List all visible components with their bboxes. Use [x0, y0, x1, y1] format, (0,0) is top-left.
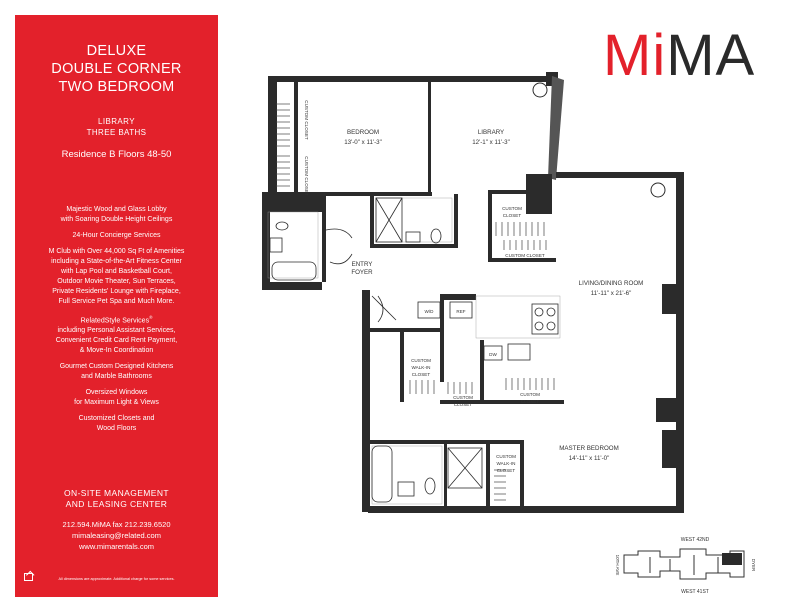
toilet	[276, 222, 288, 230]
toilet	[431, 229, 441, 243]
partition	[440, 294, 444, 382]
closet-label: CUSTOM	[496, 454, 516, 459]
wall	[430, 76, 552, 82]
partition	[480, 340, 484, 402]
feature-line: Convenient Credit Card Rent Payment,	[55, 337, 178, 345]
closet-labels	[304, 100, 545, 473]
partition	[400, 328, 404, 402]
partition	[488, 190, 492, 262]
title-line: DOUBLE CORNER	[51, 61, 182, 77]
column	[656, 398, 676, 422]
closet-label: CUSTOM	[453, 395, 473, 400]
column-round	[651, 183, 665, 197]
room-name-living: LIVING/DINING ROOM	[578, 280, 644, 287]
wall	[676, 290, 684, 430]
glass-wall	[548, 76, 564, 180]
sink	[406, 232, 420, 242]
feature-line: & Move-In Coordination	[79, 347, 154, 355]
room-labels	[344, 129, 643, 462]
partition	[294, 82, 298, 192]
closet-label: WALK-IN	[496, 461, 516, 466]
cooktop	[532, 304, 558, 334]
partition	[322, 192, 326, 282]
subtitle-line: LIBRARY	[98, 117, 135, 126]
feature-line: Majestic Wood and Glass Lobby	[66, 206, 167, 213]
partition	[486, 444, 490, 510]
bath-tile-area	[372, 446, 442, 504]
entry-label: FOYER	[351, 269, 373, 276]
toilet	[425, 478, 435, 494]
room-name-bedroom: BEDROOM	[347, 129, 379, 136]
entry-label: ENTRY	[351, 261, 373, 268]
sink	[270, 238, 282, 252]
key-map	[610, 533, 760, 597]
street-west: 10TH AVE	[615, 554, 620, 576]
door	[372, 296, 396, 320]
closet-label: CUSTOM CLOSET	[304, 156, 309, 196]
appliance-label: REF	[456, 309, 466, 314]
unit-highlight	[722, 553, 742, 565]
room-dims-bedroom: 13'-0" x 11'-3"	[344, 139, 382, 146]
title-line: TWO BEDROOM	[58, 79, 175, 95]
kitchen-sink	[508, 344, 530, 360]
street-south: WEST 41ST	[681, 589, 709, 595]
street-east: DYER	[751, 558, 756, 572]
room-dims-living: 11'-11" x 21'-6"	[590, 290, 632, 297]
leasing-line: ON-SITE MANAGEMENT	[64, 488, 169, 498]
bath-tile-area	[268, 212, 318, 278]
phone-number: 212.594.MiMA fax 212.239.6520	[62, 520, 171, 529]
room-dims-library: 12'-1" x 11'-3"	[472, 139, 510, 146]
room-dims-master: 14'-11" x 11'-0"	[568, 455, 610, 462]
footnote: All dimensions are approximate. Additional charge for some services.	[58, 577, 175, 581]
partition	[488, 190, 526, 194]
wall	[676, 460, 684, 512]
wall	[268, 76, 277, 194]
logo-part-mi: Mi	[603, 23, 667, 88]
website-link[interactable]: www.mimarentals.com	[78, 542, 154, 551]
registered-mark: ®	[149, 315, 153, 320]
email-link[interactable]: mimaleasing@related.com	[72, 531, 161, 540]
leasing-line: AND LEASING CENTER	[65, 499, 168, 509]
residence-floors: Residence B Floors 48-50	[61, 149, 172, 160]
closet-label: WALK-IN	[411, 365, 431, 370]
feature-line: M Club with Over 44,000 Sq Ft of Amenities	[48, 248, 185, 255]
column-round	[533, 83, 547, 97]
column	[662, 284, 678, 314]
feature-line: RelatedStyle Services	[80, 317, 150, 325]
feature-line: and Marble Bathrooms	[81, 373, 152, 381]
partition	[322, 192, 432, 196]
partition	[488, 258, 556, 262]
feature-line: including a State-of-the-Art Fitness Center	[51, 258, 182, 265]
door-swing	[378, 296, 383, 322]
wall	[676, 172, 684, 292]
kitchen-tile-area	[476, 296, 560, 338]
closet-label: CLOSET	[411, 372, 431, 377]
closet-label: CUSTOM	[411, 358, 431, 363]
feature-line: with Lap Pool and Basketball Court,	[61, 268, 172, 275]
partition	[454, 194, 458, 246]
partition	[444, 444, 447, 510]
closet-label: CUSTOM	[520, 392, 540, 397]
closet-label: CUSTOM	[502, 206, 522, 211]
feature-line: Gourmet Custom Designed Kitchens	[59, 363, 174, 371]
partition	[370, 192, 374, 246]
partition	[428, 82, 431, 194]
wall-block	[262, 192, 324, 212]
feature-line: Full Service Pet Spa and Much More.	[58, 298, 175, 305]
feature-line: Oversized Windows	[85, 389, 148, 397]
title-line: DELUXE	[86, 43, 147, 59]
street-north: WEST 42ND	[680, 537, 710, 543]
feature-line: Private Residents' Lounge with Fireplace,	[52, 288, 181, 295]
feature-line: Outdoor Movie Theater, Sun Terraces,	[57, 278, 176, 285]
feature-line: including Personal Assistant Services,	[57, 327, 176, 335]
wall	[368, 506, 684, 513]
wall	[556, 172, 682, 178]
closet-label: CUSTOM CLOSET	[505, 253, 545, 258]
wall	[262, 282, 322, 290]
column	[526, 174, 552, 214]
partition	[370, 328, 442, 332]
feature-line: for Maximum Light & Views	[74, 399, 159, 407]
bathtub	[272, 262, 316, 280]
wall	[262, 192, 270, 290]
sink	[398, 482, 414, 496]
feature-line: 24-Hour Concierge Services	[72, 232, 161, 239]
feature-line: with Soaring Double Height Ceilings	[60, 216, 173, 223]
door-swing	[326, 229, 352, 238]
partition	[370, 440, 524, 444]
wall	[268, 76, 431, 82]
closet-label: CUSTOM CLOSET	[304, 100, 309, 140]
bathtub	[372, 446, 392, 502]
feature-line: Wood Floors	[96, 425, 137, 433]
feature-line: Customized Closets and	[78, 415, 155, 423]
wall	[362, 290, 370, 512]
appliance-label: W/D	[424, 309, 434, 314]
closet-label: CLOSET	[453, 402, 473, 407]
closet-label: CLOSET	[520, 399, 540, 404]
subtitle-line: THREE BATHS	[86, 128, 147, 137]
partition	[440, 294, 476, 300]
partition	[370, 244, 458, 248]
room-name-master: MASTER BEDROOM	[559, 445, 619, 452]
partition	[520, 440, 524, 510]
closet-label: CLOSET	[496, 468, 516, 473]
room-name-library: LIBRARY	[477, 129, 505, 136]
logo-part-ma: MA	[666, 23, 756, 88]
closet-label: CLOSET	[502, 213, 522, 218]
door-swing	[330, 254, 352, 264]
appliance-label: DW	[489, 352, 497, 357]
